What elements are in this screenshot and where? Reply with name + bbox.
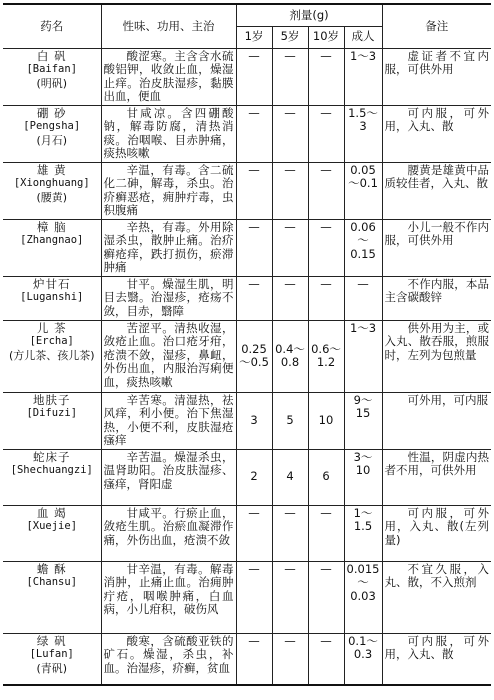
table-row bbox=[3, 48, 491, 105]
medicine-pinyin: [Lufan] bbox=[29, 648, 74, 660]
medicine-alias: (月石) bbox=[36, 133, 68, 147]
dose-age-1-cell: — bbox=[236, 162, 272, 219]
table-row bbox=[3, 449, 491, 505]
medicine-pinyin: [Zhangnao] bbox=[20, 234, 84, 246]
medicine-name-cell bbox=[3, 105, 101, 162]
dose-age-1-cell: — bbox=[236, 633, 272, 685]
property-cell: 辛热，有毒。外用除湿杀虫，散肿止痛。治疥癣疮痒，跌打损伤，瘀滞肿痛 bbox=[101, 219, 236, 276]
medicine-name: 蟾 酥 bbox=[36, 561, 67, 576]
property-cell: 甘咸平。行瘀止血，敛疮生肌。治瘀血凝滞作痛，外伤出血，疮溃不敛 bbox=[101, 505, 236, 561]
medicine-alias: (青矾) bbox=[36, 661, 68, 675]
medicine-name-cell bbox=[3, 392, 101, 449]
dose-age-5-cell: — bbox=[272, 505, 308, 561]
medicine-name: 雄 黄 bbox=[36, 162, 67, 177]
table-row bbox=[3, 320, 491, 392]
medicine-name-cell bbox=[3, 162, 101, 219]
header-note: 备注 bbox=[382, 4, 491, 48]
dose-adult-cell: 1～3 bbox=[344, 48, 382, 105]
table-row bbox=[3, 105, 491, 162]
table-row bbox=[3, 505, 491, 561]
medicine-name-cell bbox=[3, 219, 101, 276]
table-row bbox=[3, 219, 491, 276]
medicine-name: 炉甘石 bbox=[33, 276, 71, 291]
note-cell: 不作内服，本品主含碳酸锌 bbox=[382, 276, 491, 320]
medicine-name-cell bbox=[3, 505, 101, 561]
property-cell: 酸寒，含硫酸亚铁的矿石。燥湿，杀虫，补血。治湿疹，疥癣，贫血 bbox=[101, 633, 236, 685]
dose-age-5-cell: — bbox=[272, 219, 308, 276]
medicine-rows bbox=[3, 48, 491, 685]
note-cell: 虚证者不宜内服，可供外用 bbox=[382, 48, 491, 105]
dose-age-1-cell: — bbox=[236, 505, 272, 561]
dose-adult-cell: 1～1.5 bbox=[344, 505, 382, 561]
dose-age-10-cell: — bbox=[308, 505, 344, 561]
medicine-table bbox=[3, 3, 491, 686]
medicine-name-cell bbox=[3, 48, 101, 105]
dose-age-10-cell: 6 bbox=[308, 449, 344, 505]
medicine-name: 地肤子 bbox=[33, 392, 71, 407]
medicine-name-cell bbox=[3, 320, 101, 392]
medicine-pinyin: [Difuzi] bbox=[26, 407, 78, 419]
medicine-name-cell bbox=[3, 633, 101, 685]
medicine-name: 樟 脑 bbox=[36, 219, 67, 234]
dose-age-1-cell: — bbox=[236, 48, 272, 105]
table-row bbox=[3, 392, 491, 449]
medicine-pinyin: [Xionghuang] bbox=[13, 177, 90, 189]
dose-adult-cell: 0.05～0.1 bbox=[344, 162, 382, 219]
medicine-alias: (腰黄) bbox=[36, 190, 68, 204]
dose-age-5-cell: 0.4～0.8 bbox=[272, 320, 308, 392]
medicine-name: 蛇床子 bbox=[33, 449, 71, 464]
dose-adult-cell: — bbox=[344, 276, 382, 320]
dose-age-5-cell: — bbox=[272, 105, 308, 162]
medicine-pinyin: [Shechuangzi] bbox=[10, 464, 93, 476]
dose-age-1-cell: — bbox=[236, 219, 272, 276]
property-cell: 甘咸凉。含四硼酸钠，解毒防腐，清热消痰。治咽喉、目赤肿痛，痰热咳嗽 bbox=[101, 105, 236, 162]
medicine-alias: (明矾) bbox=[36, 76, 68, 90]
dose-age-10-cell: — bbox=[308, 105, 344, 162]
table-row bbox=[3, 561, 491, 633]
medicine-name: 儿 茶 bbox=[36, 320, 67, 335]
dose-age-10-cell: 0.6～1.2 bbox=[308, 320, 344, 392]
header-age-1: 1岁 bbox=[236, 26, 272, 48]
table-row bbox=[3, 162, 491, 219]
property-cell: 苦涩平。清热收湿，敛疮止血。治口疮牙疳，疮溃不敛，湿疹，鼻衄，外伤出血，内服治泻痢便血，痰热咳嗽 bbox=[101, 320, 236, 392]
dose-age-1-cell: — bbox=[236, 276, 272, 320]
dose-age-5-cell: 4 bbox=[272, 449, 308, 505]
dose-age-5-cell: — bbox=[272, 162, 308, 219]
property-cell: 辛苦寒。清湿热，祛风痒，利小便。治下焦湿热，小便不利，皮肤湿疮瘙痒 bbox=[101, 392, 236, 449]
header-age-10: 10岁 bbox=[308, 26, 344, 48]
medicine-pinyin: [Chansu] bbox=[26, 576, 78, 588]
dose-age-5-cell: — bbox=[272, 561, 308, 633]
note-cell: 不宜久服，入丸、散，不入煎剂 bbox=[382, 561, 491, 633]
dose-adult-cell: 1～3 bbox=[344, 320, 382, 392]
medicine-table-page bbox=[3, 3, 491, 697]
dose-age-1-cell: 0.25～0.5 bbox=[236, 320, 272, 392]
medicine-name: 硼 砂 bbox=[36, 105, 67, 120]
note-cell: 性温，阴虚内热者不用，可供外用 bbox=[382, 449, 491, 505]
note-cell: 可外用，可内服 bbox=[382, 392, 491, 449]
property-cell: 酸涩寒。主含含水硫酸铝钾，收敛止血，燥湿止痒。治皮肤湿疹，黏膜出血，便血 bbox=[101, 48, 236, 105]
medicine-name: 血 竭 bbox=[36, 505, 67, 520]
note-cell: 供外用为主，或入丸、散吞服，煎服时，左列为包煎量 bbox=[382, 320, 491, 392]
property-cell: 辛苦温。燥湿杀虫，温肾助阳。治皮肤湿疹、瘙痒，肾阳虚 bbox=[101, 449, 236, 505]
note-cell: 可内服，可外用，入丸、散 bbox=[382, 633, 491, 685]
medicine-pinyin: [Xuejie] bbox=[26, 520, 78, 532]
note-cell: 腰黄是雄黄中品质较佳者，入丸、散 bbox=[382, 162, 491, 219]
medicine-name: 白 矾 bbox=[36, 48, 67, 63]
property-cell: 甘辛温，有毒。解毒消肿，止痛止血。治痈肿疔疮，咽喉肿痛，白血病，小儿疳积，破伤风 bbox=[101, 561, 236, 633]
property-cell: 辛温，有毒。含二硫化二砷，解毒，杀虫。治疥癣恶疮，痈肿疔毒，虫积腹痛 bbox=[101, 162, 236, 219]
dose-age-10-cell: — bbox=[308, 561, 344, 633]
dose-age-1-cell: — bbox=[236, 105, 272, 162]
dose-age-10-cell: 10 bbox=[308, 392, 344, 449]
dose-age-10-cell: — bbox=[308, 633, 344, 685]
table-row bbox=[3, 276, 491, 320]
medicine-pinyin: [Pengsha] bbox=[23, 120, 81, 132]
dose-adult-cell: 0.015～0.03 bbox=[344, 561, 382, 633]
medicine-name-cell bbox=[3, 449, 101, 505]
header-name: 药名 bbox=[3, 4, 101, 48]
medicine-name-cell bbox=[3, 276, 101, 320]
medicine-alias: (方儿茶、孩儿茶) bbox=[8, 348, 95, 362]
dose-adult-cell: 3～10 bbox=[344, 449, 382, 505]
medicine-pinyin: [Luganshi] bbox=[20, 291, 84, 303]
dose-adult-cell: 9～15 bbox=[344, 392, 382, 449]
dose-adult-cell: 0.1～0.3 bbox=[344, 633, 382, 685]
medicine-name: 绿 矾 bbox=[36, 633, 67, 648]
note-cell: 可内服，可外用，入丸、散(左列量) bbox=[382, 505, 491, 561]
dose-age-5-cell: — bbox=[272, 48, 308, 105]
table-row bbox=[3, 633, 491, 685]
dose-age-10-cell: — bbox=[308, 162, 344, 219]
dose-adult-cell: 0.06～0.15 bbox=[344, 219, 382, 276]
note-cell: 可内服，可外用，入丸、散 bbox=[382, 105, 491, 162]
dose-adult-cell: 1.5～3 bbox=[344, 105, 382, 162]
dose-age-10-cell: — bbox=[308, 48, 344, 105]
medicine-pinyin: [Baifan] bbox=[26, 63, 78, 75]
header-dosage: 剂量(g) bbox=[236, 4, 382, 26]
medicine-name-cell bbox=[3, 561, 101, 633]
dose-age-1-cell: 2 bbox=[236, 449, 272, 505]
header-adult: 成人 bbox=[344, 26, 382, 48]
header-property: 性味、功用、主治 bbox=[101, 4, 236, 48]
property-cell: 甘平。燥湿生肌，明目去翳。治湿疹，疮疡不敛，目赤，翳障 bbox=[101, 276, 236, 320]
dose-age-5-cell: — bbox=[272, 633, 308, 685]
header-age-5: 5岁 bbox=[272, 26, 308, 48]
dose-age-1-cell: — bbox=[236, 561, 272, 633]
dose-age-10-cell: — bbox=[308, 276, 344, 320]
dose-age-5-cell: 5 bbox=[272, 392, 308, 449]
dose-age-1-cell: 3 bbox=[236, 392, 272, 449]
dose-age-5-cell: — bbox=[272, 276, 308, 320]
note-cell: 小儿一般不作内服，可供外用 bbox=[382, 219, 491, 276]
dose-age-10-cell: — bbox=[308, 219, 344, 276]
medicine-pinyin: [Ercha] bbox=[29, 335, 74, 347]
